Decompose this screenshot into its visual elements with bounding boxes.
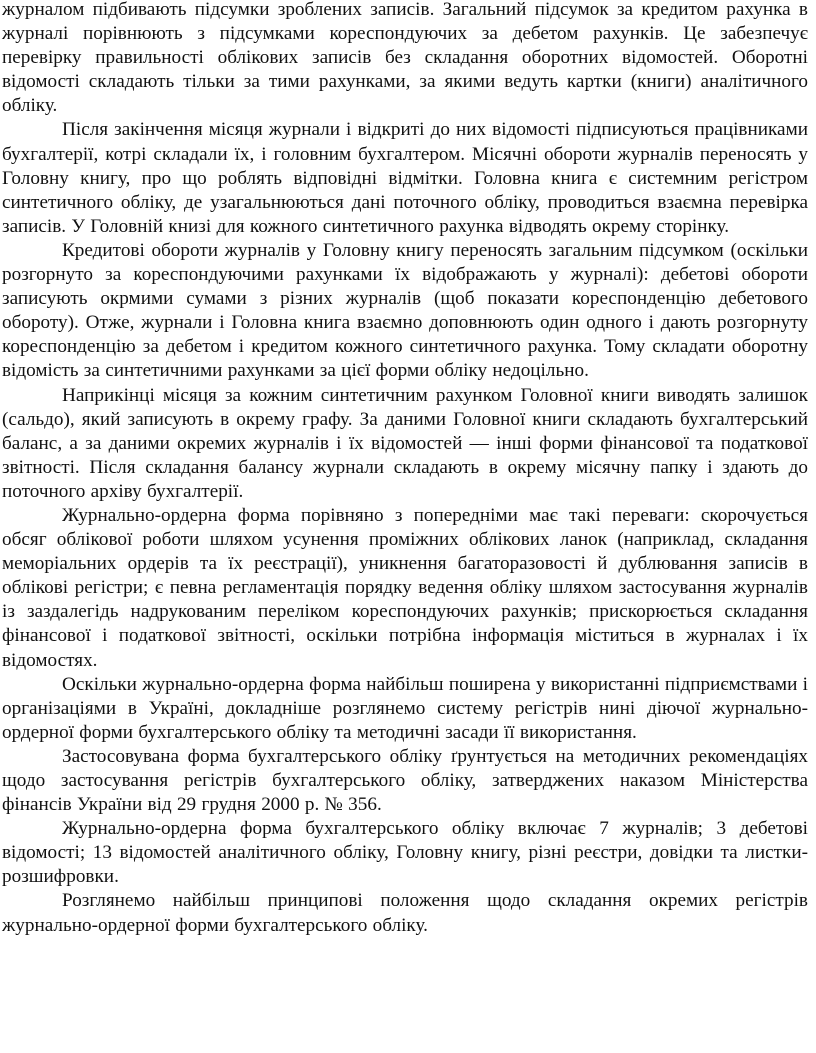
paragraph-continuation: журналом підбивають підсумки зроблених записів. Загальний підсумок за кредитом рахунка в журналі порівнюють з підсумками кореспондуючих за дебетом рахунків. Це забезпечує перевірку правильності облікових записів без складання оборотних відомостей. Оборотні відомості складають тільки за тими рахунками, за якими ведуть картки (книги) аналітичного обліку. — [2, 0, 808, 117]
paragraph-register-composition: Журнально-ордерна форма бухгалтерського обліку включає 7 журналів; 3 дебетові відомості; 13 відомостей аналітичного обліку, Головну книгу, різні реєстри, довідки та листки-розшифровки. — [2, 818, 808, 888]
paragraph-credit-turnovers: Кредитові обороти журналів у Головну книгу переносять загальним підсумком (оскільки розгорнуто за кореспондуючими рахунками їх відображають у журналі): дебетові обороти записують окрмими сумами з різних журналів (щоб показати кореспонденцію дебетового обороту). Отже, журнали і Головна книга взаємно доповнюють один одного і дають розгорнуту кореспонденцію за дебетом і кредитом кожного синтетичного рахунка. Тому складати оборотну відомість за синтетичними рахунками за цієї форми обліку недоцільно. — [2, 239, 808, 382]
paragraph-month-end-signing: Після закінчення місяця журнали і відкриті до них відомості підписуються працівниками бухгалтерії, котрі складали їх, і головним бухгалтером. Місячні обороти журналів переносять у Головну книгу, про що роблять відповідні відмітки. Головна книга є системним регістром синтетичного обліку, де узагальнюються дані поточного обліку, проводиться взаємна перевірка записів. У Головній книзі для кожного синтетичного рахунка відводять окрему сторінку. — [2, 119, 808, 237]
paragraph-advantages: Журнально-ордерна форма порівняно з попередніми має такі переваги: скорочується обсяг облікової роботи шляхом усунення проміжних облікових ланок (наприклад, складання меморіальних ордерів та їх реєстрації), уникнення багаторазовості й дублювання записів в облікові регістри; є певна регламентація порядку ведення обліку шляхом застосування журналів із заздалегідь надрукованим переліком кореспондуючих рахунків; прискорюється складання фінансової і податкової звітності, оскільки потрібна інформація міститься в журналах і їх відомостях. — [2, 504, 808, 671]
paragraph-balance-derivation: Наприкінці місяця за кожним синтетичним рахунком Головної книги виводять залишок (сальдо), який записують в окрему графу. За даними Головної книги складають бухгалтерський баланс, а за даними окремих журналів і їх відомостей — інші форми фінансової та податкової звітності. Після складання балансу журнали складають в окрему місячну папку і здають до поточного архіву бухгалтерії. — [2, 384, 808, 502]
paragraph-methodical-recommendations: Застосовувана форма бухгалтерського обліку ґрунтується на методичних рекомендаціях щодо застосування регістрів бухгалтерського обліку, затверджених наказом Міністерства фінансів України від 29 грудня 2000 р. № 356. — [2, 745, 808, 816]
paragraph-usage-in-ukraine: Оскільки журнально-ордерна форма найбільш поширена у використанні підприємствами і організаціями в Україні, докладніше розглянемо систему регістрів нині діючої журнально-ордерної форми бухгалтерського обліку та методичні засади її використання. — [2, 673, 808, 743]
paragraph-closing: Розглянемо найбільш принципові положення щодо складання окремих регістрів журнально-ордерної форми бухгалтерського обліку. — [2, 890, 808, 936]
